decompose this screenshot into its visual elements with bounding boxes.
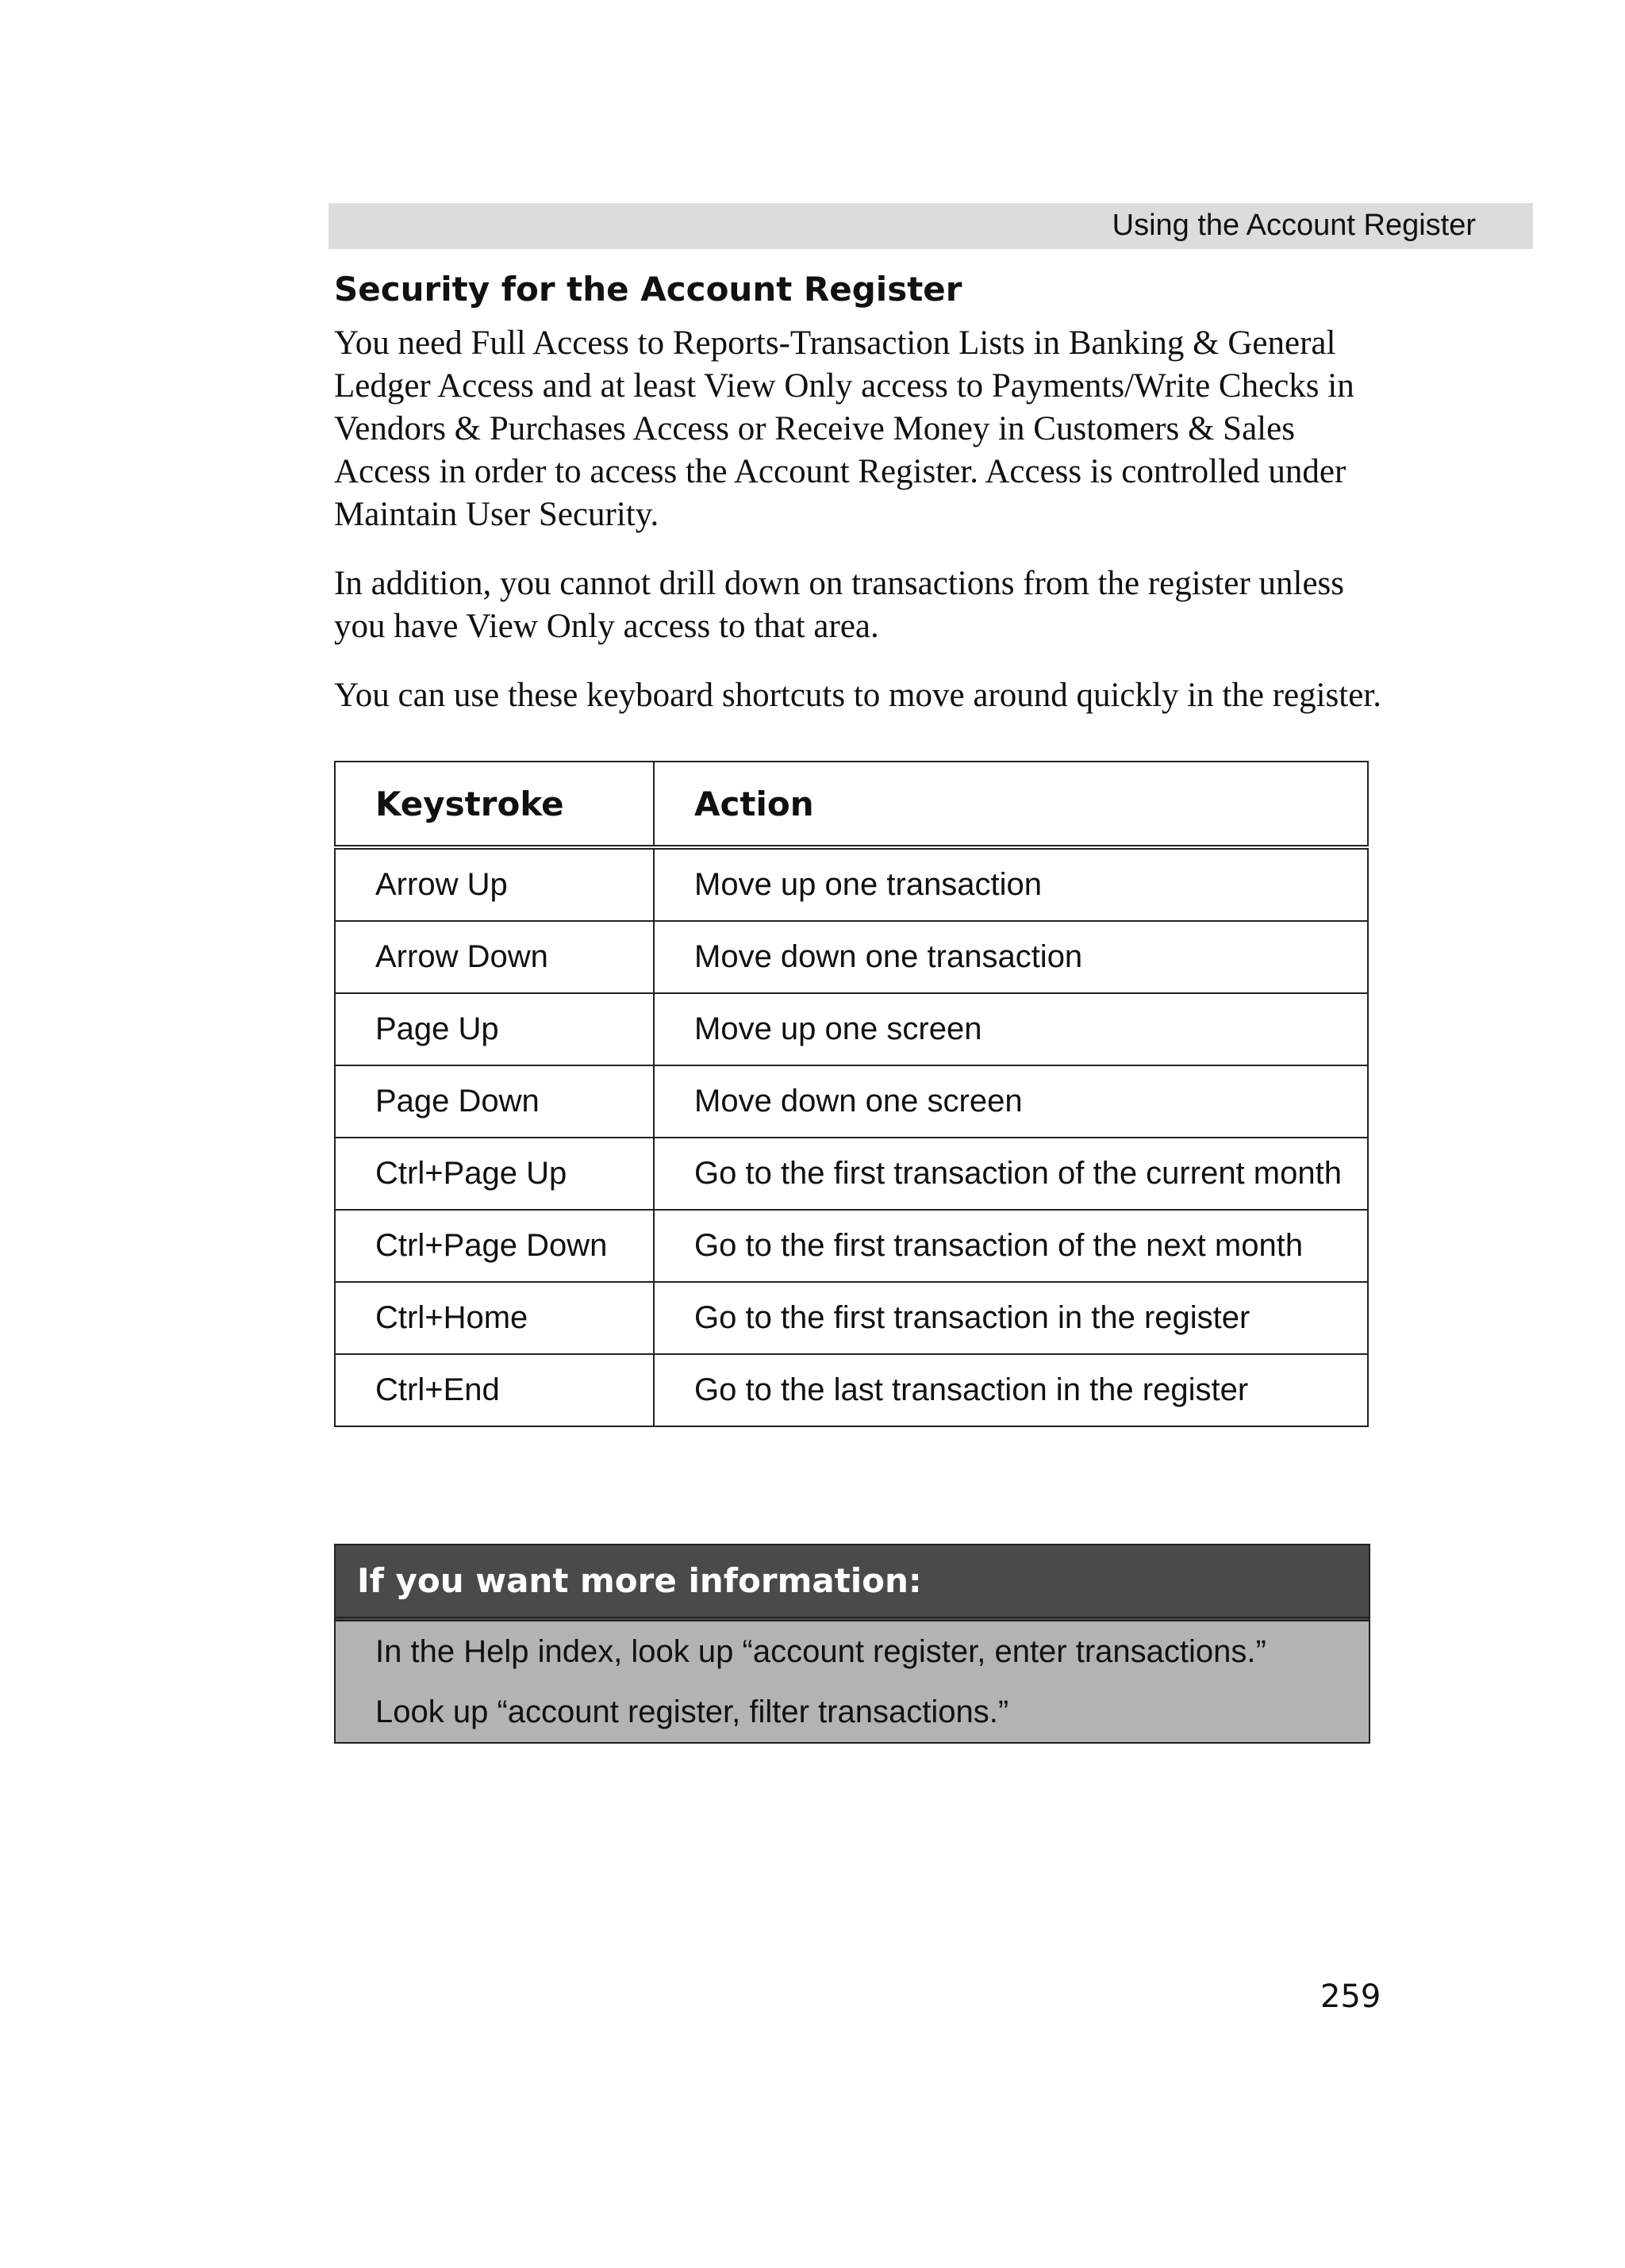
info-line-filter-transactions: Look up “account register, filter transactions.” — [375, 1694, 1009, 1729]
keystroke-cell: Page Up — [335, 993, 654, 1065]
running-header: Using the Account Register — [1112, 209, 1476, 242]
action-cell: Move down one transaction — [654, 921, 1368, 993]
paragraph-drill-down: In addition, you cannot drill down on transactions from the register unless you have View Only access to that area. — [334, 565, 1345, 645]
keystroke-cell: Page Down — [335, 1065, 654, 1138]
keystroke-cell: Ctrl+End — [335, 1354, 654, 1426]
column-header-action: Action — [654, 762, 1368, 847]
info-box-title: If you want more information: — [336, 1545, 1369, 1621]
keystroke-cell: Arrow Up — [335, 847, 654, 921]
action-cell: Move up one transaction — [654, 847, 1368, 921]
table-header-row — [335, 762, 1368, 847]
table-row — [335, 921, 1368, 993]
keystroke-cell: Ctrl+Page Up — [335, 1138, 654, 1210]
paragraph-access: You need Full Access to Reports-Transaction Lists in Banking & General Ledger Access and at least View Only access to Payments/Write Checks in Vendors & Purchases Access or Receive Money in Customers & Sales Access in order to access the Account Register. Access is controlled under Maintain User Security. — [334, 324, 1354, 533]
table-row — [335, 1138, 1368, 1210]
table-row — [335, 1210, 1368, 1282]
action-cell: Go to the first transaction of the current month — [654, 1138, 1368, 1210]
table-row — [335, 1282, 1368, 1354]
action-cell: Go to the last transaction in the register — [654, 1354, 1368, 1426]
column-header-keystroke: Keystroke — [335, 762, 654, 847]
section-title: Security for the Account Register — [334, 270, 962, 309]
more-information-box — [334, 1544, 1370, 1744]
keystroke-cell: Ctrl+Page Down — [335, 1210, 654, 1282]
keystroke-cell: Arrow Down — [335, 921, 654, 993]
table-row — [335, 993, 1368, 1065]
info-line-enter-transactions: In the Help index, look up “account register, enter transactions.” — [375, 1634, 1266, 1669]
table-row — [335, 1354, 1368, 1426]
action-cell: Move down one screen — [654, 1065, 1368, 1138]
table-row — [335, 1065, 1368, 1138]
keyboard-shortcuts-table — [334, 761, 1369, 1427]
action-cell: Go to the first transaction of the next month — [654, 1210, 1368, 1282]
paragraph-shortcuts-intro: You can use these keyboard shortcuts to move around quickly in the register. — [334, 677, 1382, 714]
action-cell: Go to the first transaction in the register — [654, 1282, 1368, 1354]
action-cell: Move up one screen — [654, 993, 1368, 1065]
keystroke-cell: Ctrl+Home — [335, 1282, 654, 1354]
page-number: 259 — [1320, 1978, 1381, 2015]
table-row — [335, 847, 1368, 921]
